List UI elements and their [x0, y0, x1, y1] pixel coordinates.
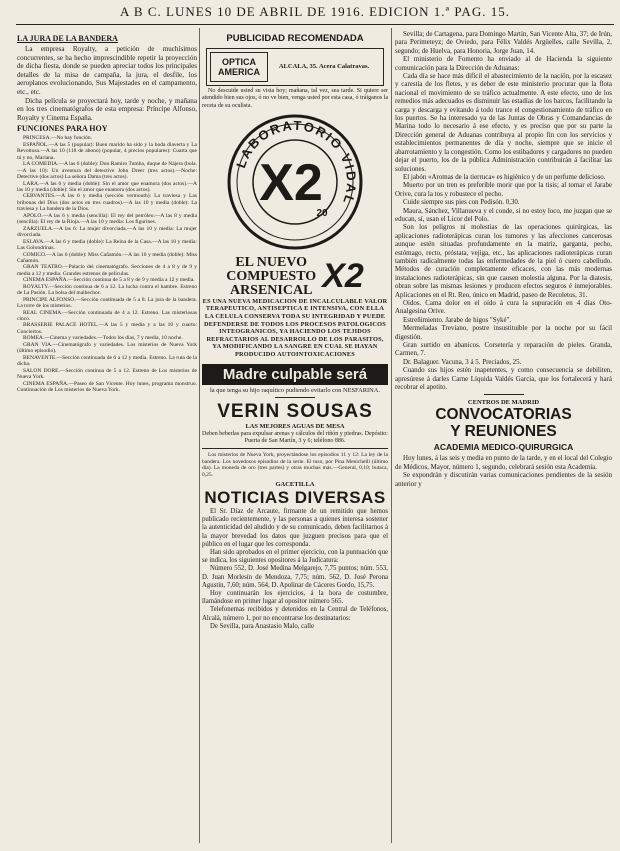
article-paragraph: LA COMEDIA.—A las 6 (doble): Don Ramiro Tumba, duque de Nájera (bola.—A las 10): Un aventura del detective John Dreer (tres actos).—Noche: Detective (dos actos) La señora Dama (tres actos). [17, 161, 197, 181]
laboratorio-vidal-seal [225, 112, 365, 252]
article-paragraph: APOLO.—A las 6 y media (sencilla): El rey del petróleo.—A las 8 y media (sencilla): El rey de la Rioja.—A las 10 y media: Los figurines. [17, 212, 197, 226]
noticias-diversas-title: NOTICIAS DIVERSAS [204, 488, 386, 508]
header-rule [16, 24, 614, 25]
article-paragraph: ESPAÑOL.—A las 5 (popular): Buen marido ha sido y la boda diaverta y La Revoltosa.—A las 10 (118 de abono) (popular, 4 precios populares): Cuarta que tú y no, Mariana. [17, 141, 197, 161]
article-paragraph: El Sr. Díaz de Arcaute, firmante de un remitido que hemos publicado recientemente, y las personas a quienes interesa sostener la autenticidad del aludido y de su comunicado, deben facilitarnos á la mayor brevedad los datos que juzguen precisos para que el público en el lugar que les corresponda. [202, 508, 388, 548]
article-paragraph: BENAVENTE.—Sección continuada de 6 a 12 y media. Estreno. La ruta de la dicha. [17, 354, 197, 368]
divider [484, 394, 524, 395]
article-title-jura: LA JURA DE LA BANDERA [17, 34, 118, 43]
seal-graphic [225, 112, 365, 252]
article-paragraph: GRAN VIA.—Cinematógrafo y variedades. Los misterios de Nueva York (último episodio). [17, 341, 197, 355]
article-paragraph: CINEMA ESPAÑA.—Paseo de San Vicente. Hoy lunes, programa monstruo. Continuación de Los misterios de Nueva York. [17, 380, 197, 394]
optica-logo [210, 52, 268, 82]
article-paragraph: Telefonemas recibidos y detenidos en la Central de Teléfonos, Alcalá, número 1, por no encontrarse los destinatarios: [202, 606, 388, 622]
article-paragraph: Mermeladas Treviano, postre insustituible por la noche por su fácil digestión. [395, 324, 612, 341]
article-paragraph: PRINCESA.—No hay función. [23, 135, 93, 142]
article-paragraph: Hoy continuarán los ejercicios, á la hora de costumbre, llamándose en primer lugar al opositor número 565. [202, 590, 388, 606]
reuniones-title: Y REUNIONES [450, 423, 557, 441]
article-paragraph: El ministerio de Fomento ha enviado al de Hacienda la siguiente comunicación para la Dirección de Aduanas: [395, 55, 612, 72]
article-paragraph: Cuando sus hijos estén inapetentes, y como consecuencia se debiliten, apresúrese á darles Carne Líquida Valdés García, que los fortalecerá y hará recobrar el apetito. [395, 366, 612, 392]
verin-subtitle: LAS MEJORES AGUAS DE MESA [245, 423, 345, 431]
article-paragraph: Dr. Balaguer. Vacuna, 3 á 5. Preciados, 25. [403, 357, 522, 366]
article-paragraph: Estreñimiento. Jarabe de higos "Syké". [403, 315, 512, 324]
optica-address: ALCALA, 35. Acera Calatravas. [278, 63, 370, 70]
article-paragraph: BRASSERIE PALACE HOTEL.—A las 5 y media y a las 10 y cuarto: Conciertos. [17, 322, 197, 335]
article-paragraph: ROYALTY.—Sección continua de 6 a 12. La lucha contra el hambre. Estreno de La Pasión. La bolsa del malhechor. [17, 283, 197, 297]
programa-text: Los misterios de Nueva York, proyectándose los episodios 11 y 12: La ley de la bandera. Los novedosos episodios de la serie. El tuso, por Pina Menichelli (último día). La moneda de oro (tres partes) y otras muchas más.—General, 0,10; butaca, 0,25. [202, 452, 388, 478]
centros-label: CENTROS DE MADRID [467, 399, 540, 407]
page-header: A B C. LUNES 10 DE ABRIL DE 1916. EDICION 1.ª PAG. 15. [120, 4, 510, 19]
optica-america-ad [206, 48, 384, 86]
article-paragraph: LARA.—A las 6 y media (doble): Sin el amor que enamora (dos actos).—A las 10 y media (doble): Sin el amor que enamora (dos actos). [17, 180, 197, 193]
article-paragraph: SALON DORE.—Sección continua de 5 a 12. Estreno de Los misterios de Nueva York. [17, 367, 197, 381]
article-paragraph: COMICO.—A las 6 (doble): Miss Cañamón.—A las 10 y media (doble): Miss Cañamón. [17, 251, 197, 264]
column-separator-2 [391, 28, 392, 843]
article-paragraph: CERVANTES.—A las 6 y media (sección vermouth): La traviesa y Las bribonas del Dios (dos actos en tres cuadros).—A las 10 y media (doble): La traviesa y La bandera de la Dios. [17, 193, 197, 213]
article-paragraph: De Sevilla, para Anastasio Malo, calle [210, 622, 314, 630]
optica-name-1: OPTICA [221, 57, 256, 67]
article-paragraph: Oídos. Cama dolor en el oído á cura la supuración en 4 días Oto-Analgesina Orive. [395, 299, 612, 316]
divider [275, 397, 315, 398]
article-paragraph: Maura, Sánchez, Villanueva y el conde, si no estoy loco, me juzgan que se educan, sí, usan el Licor del Polo. [395, 206, 612, 223]
arsenical-line-1: EL NUEVO [235, 254, 308, 270]
arsenical-line-3: ARSENICAL [229, 282, 313, 298]
article-paragraph: Hoy lunes, á las seis y media en punto de la tarde, y en el local del Colegio de Médicos, Mayor, número 1, segundo, celebrará sesión esta Academia. [395, 454, 612, 471]
article-paragraph: GRAN TEATRO.—Palacio del cinematógrafo. Secciones de 4 a 8 y de 9 y media a 12 y media. Grandes estrenos de películas. [17, 264, 197, 277]
optica-name-2: AMERICA [218, 67, 260, 77]
article-paragraph: Se expondrán y discutirán varias comunicaciones pendientes de la sesión anterior y [395, 471, 612, 488]
article-paragraph: Muerto por un tren es preferible morir que por la tisis; al tomar el Jarabe Orive, cura la tos y robustece el pecho. [395, 181, 612, 198]
seal-ring-text: LABORATORIO VIDAL [233, 117, 360, 208]
funciones-list [17, 135, 197, 393]
article-paragraph: ZARZUELA.—A las 6: La mujer divorciada.—A las 10 y media: La mujer divorciada. [17, 225, 197, 239]
publicidad-title: PUBLICIDAD RECOMENDADA [226, 33, 364, 44]
column-1 [17, 30, 197, 845]
article-paragraph: El jabón «Aromas de la tierruca» es higiénico y de un perfume delicioso. [403, 172, 606, 181]
arsenical-title-block [226, 256, 316, 298]
verin-text: Deben beberlas para expulsar arenas y cálculos del riñón y piedras. Depósito: Puerta de San Martín, 3 y 6; teléfono 886. [202, 430, 388, 445]
article-paragraph: La empresa Royalty, a petición de muchísimos concurrentes, se ha hecho imprescindible repetir la proyección de dicha fiesta, donde se pueden apreciar todos los principales detalles de la misa de campaña, la jura, el desfile, los aeroplanos evolucionando, Sus Majestades en el campamento, etc., etc. [17, 45, 197, 96]
optica-text: No descuide usted su vista hoy; mañana, tal vez, sea tarde. Si quiere ser atendido bien sus ojos, ó no ve bien, venga usted por esta casa, ó tráiganos la receta de su oculista. [202, 88, 388, 109]
arsenical-line-2: COMPUESTO [226, 268, 317, 284]
seal-center-mark: X2 [259, 153, 323, 212]
madre-culpable-title: Madre culpable será [202, 364, 388, 385]
article-paragraph: Sevilla; de Cartagena, para Domingo Martín, San Vicente Alta, 37; de Irún, para Perimeteyz; de Oviedo, para Félix Valdés Argüelles, calle Sevilla, 2, segundo; de Huelva, para Honoria, Jorge Juan, 14. [395, 30, 612, 55]
article-paragraph: Son los peligros ni molestias de las operaciones quirúrgicas, las aplicaciones radioterápicas curan los tumores y las afecciones cancerosas aunque estén situadas profundamente en la matriz, garganta, pecho, estómago, recto, próstata, vejiga, etc., las aplicaciones radioterápicas curan también radicalmente todas las enfermedades de la piel ó cuero cabelludo. Métodos de curación completamente eficaces, con las más modernas instalaciones radioterápicas, sin que causen molestia alguna. Por la diatesis, obran sobre las mismas lesiones y producen efectos seguros é inmejorables. Aplicaciones en el Rt. Reo, único en Madrid, paseo de Recoletos, 31. [395, 223, 612, 299]
verin-sousas-title: VERIN SOUSAS [217, 401, 373, 423]
academia-title: ACADEMIA MEDICO-QUIRURGICA [433, 442, 574, 453]
article-paragraph: PRINCIPE ALFONSO.—Sección continuada de 5 a 8. La jura de la bandera. La torre de los misterios. [17, 296, 197, 310]
article-paragraph: ESLAVA.—A las 6 y media (doble): La Reina de la Casa.—A las 10 y media: Las Golondrinas. [17, 238, 197, 252]
column-separator-1 [199, 28, 200, 843]
article-paragraph: Cuide siempre sus pies con Pedisón. 0,30. [403, 198, 520, 207]
divider [202, 448, 388, 449]
article-paragraph: CINEMA ESPAÑA.—Sección continua de 5 a 8 y de 9 y media a 12 y media. [23, 277, 195, 284]
noticias-list [202, 508, 388, 631]
article-paragraph: Dicha película se proyectará hoy, tarde y noche, y mañana en los tres cinematógrafos de esta empresa: Príncipe Alfonso, Royalty y Cinema España. [17, 96, 197, 122]
compuesto-arsenical-ad [202, 256, 388, 298]
col3-bottom-paragraphs [395, 454, 612, 488]
column-3 [395, 30, 612, 845]
col3-top-paragraphs [395, 30, 612, 391]
madre-culpable-text: la que tenga su hijo raquítico pudiendo evitarlo con NESFARINA. [210, 386, 380, 394]
article-paragraph: Han sido aprobados en el primer ejercicio, con la puntuación que se indica, los siguientes opositores á la Judicatura: [202, 549, 388, 565]
article-paragraph: REAL CINEMA.—Sección continuada de 4 a 12. Estreno. Las misteriosas cinco. [17, 309, 197, 323]
article-paragraph: Número 552, D. José Medina Melgarejo, 7,75 puntos; núm. 553, D. Juan Morlesín de Mendoza, 7,75; núm. 562, D. José Perona Agustín, 7,60; núm. 564, D. Apolinar de Cáceres Gordo, 15,75. [202, 565, 388, 589]
article-paragraph: Cada día se hace más difícil el abastecimiento de la nación, por la escasez y carestía de los fletes, y es deber de este ministerio procurar que la flota nacional el movimiento de su tráfico actualmente. A este efecto, uno de los remedios más adecuados es disminuir las estadías de los barcos, facilitando la carga y descarga y evitando á todo trance el congestionamiento de tráfico en los puertos. Se ha interesado ya de las Juntas de Obras y Comandancias de Marina todo lo necesario á ese efecto, y es preciso que por su parte la Dirección general de Aduanas contribuya al propio fin con los servicios y establecimientos permanentes de día y noche, siempre que se inicie el abarrotamiento y la congestión. Como los estibadores y cargadores no pueden dejar el puerto, los de la pública Administración contribuirán á facilitar las soluciones. [395, 72, 612, 173]
convocatorias-title: CONVOCATORIAS [435, 406, 572, 424]
article-paragraph: Gran surtido en abanicos. Corsetería y reparación de pieles. Granda, Carmen, 7. [395, 341, 612, 358]
funciones-title: FUNCIONES PARA HOY [17, 124, 108, 134]
gacetilla-label: GACETILLA [275, 481, 315, 489]
column-2 [202, 30, 388, 845]
article-paragraph: ROMEA.—Cinema y variedades.—Todos los días, 7 y media, 10 noche. [23, 335, 183, 342]
seal-small-mark: 20 [316, 207, 328, 219]
arsenical-description: ES UNA NUEVA MEDICACION DE INCALCULABLE VALOR TERAPEUTICO, ANTISEPTICA E INTENSIVA, CON ELLA LA CELULA CONSERVA TODA SU INTEGRIDAD Y PUEDE DEFENDERSE DE TODOS LOS PROCESOS PATOLOGICOS INTEOGRANICOS, YA HACIENDO LOS TEJIDOS REFRACTARIOS AL DESARROLLO DE LOS PARASITOS, YA MODIFICANDO LA SANGRE EN CUAL SE HAYAN PRODUCIDO AUTOINTOXICACIONES [202, 297, 388, 359]
arsenical-mark: X2 [322, 257, 364, 296]
